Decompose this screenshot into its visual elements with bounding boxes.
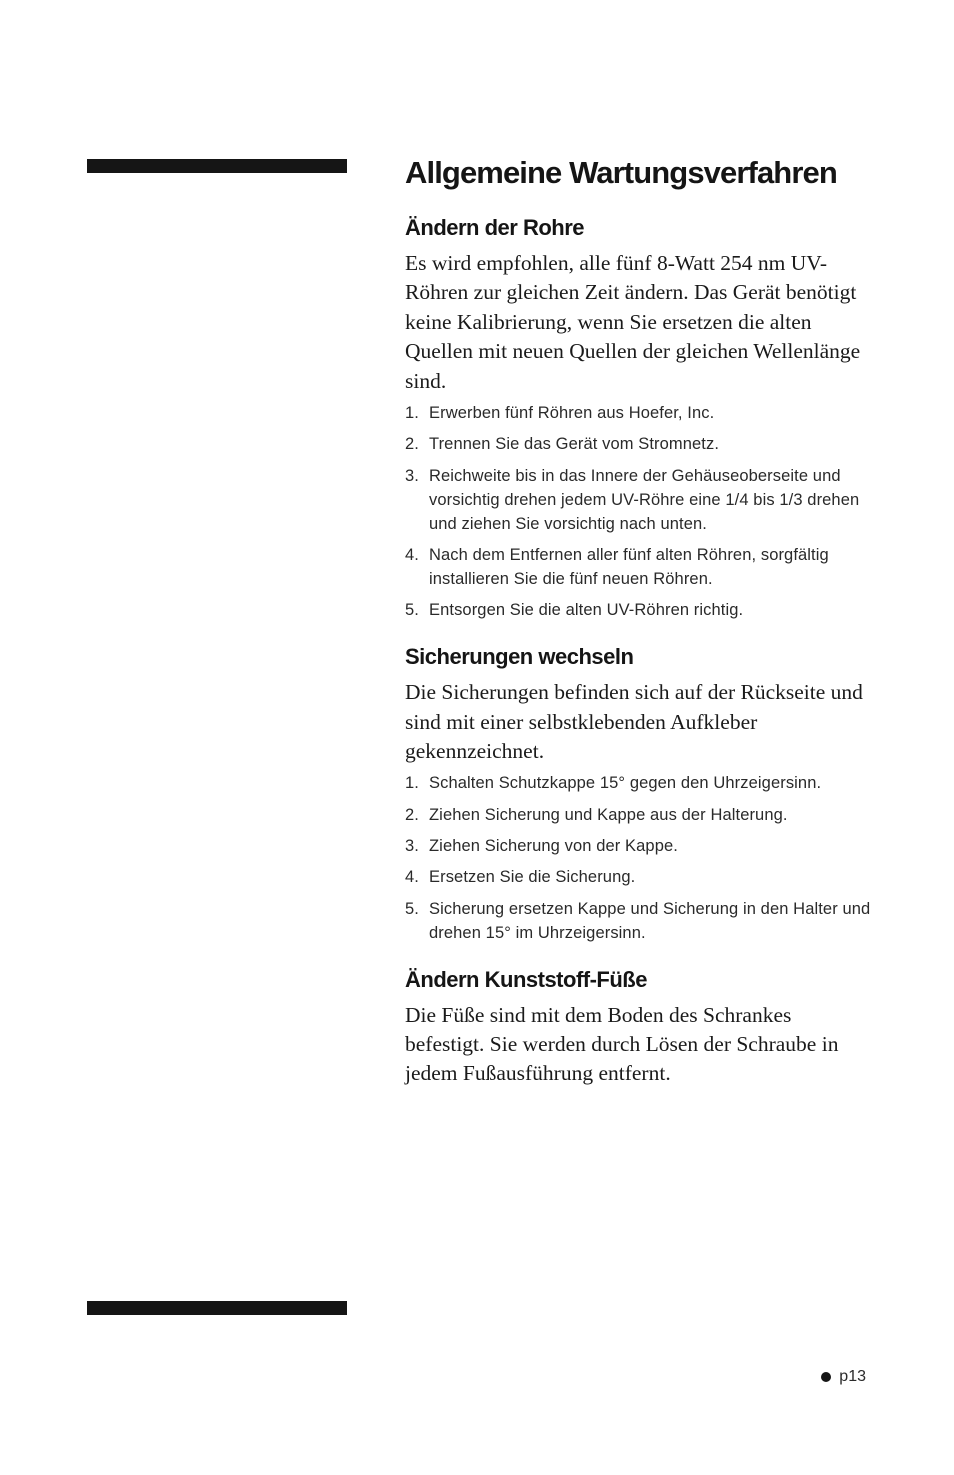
list-item xyxy=(405,834,875,858)
step-number: 5. xyxy=(405,899,419,918)
section-tube-replacement xyxy=(405,213,875,622)
bottom-decorative-rule xyxy=(87,1301,347,1315)
step-text: Reichweite bis in das Innere der Gehäuseoberseite und vorsichtig drehen jedem UV-Röhre eine 1/4 bis 1/3 drehen und ziehen Sie vorsichtig nach unten. xyxy=(429,466,860,533)
section-body: Es wird empfohlen, alle fünf 8-Watt 254 nm UV-Röhren zur gleichen Zeit ändern. Das Gerät benötigt keine Kalibrierung, wenn Sie ersetzen die alten Quellen mit neuen Quellen der gleichen Wellenlänge sind. xyxy=(405,251,861,393)
list-item xyxy=(405,897,875,945)
bullet-icon xyxy=(821,1372,831,1382)
list-item xyxy=(405,771,875,795)
step-number: 2. xyxy=(405,805,419,824)
steps-list xyxy=(405,401,875,622)
section-body: Die Sicherungen befinden sich auf der Rückseite und sind mit einer selbstklebenden Aufkleber gekennzeichnet. xyxy=(405,680,863,764)
list-item xyxy=(405,543,875,591)
list-item xyxy=(405,432,875,456)
step-number: 4. xyxy=(405,545,419,564)
list-item xyxy=(405,803,875,827)
step-text: Trennen Sie das Gerät vom Stromnetz. xyxy=(429,435,720,454)
section-heading: Ändern der Rohre xyxy=(405,215,585,240)
top-decorative-rule xyxy=(87,159,347,173)
main-content xyxy=(405,152,875,1094)
step-number: 1. xyxy=(405,404,419,423)
step-number: 2. xyxy=(405,435,419,454)
step-text: Schalten Schutzkappe 15° gegen den Uhrzeigersinn. xyxy=(429,774,822,793)
list-item xyxy=(405,401,875,425)
section-body: Die Füße sind mit dem Boden des Schrankes befestigt. Sie werden durch Lösen der Schraube in jedem Fußausführung entfernt. xyxy=(405,1002,839,1086)
step-text: Erwerben fünf Röhren aus Hoefer, Inc. xyxy=(429,404,715,423)
step-number: 3. xyxy=(405,837,419,856)
page-number-label: p13 xyxy=(839,1368,866,1385)
step-number: 5. xyxy=(405,601,419,620)
list-item xyxy=(405,598,875,622)
step-number: 4. xyxy=(405,868,419,887)
steps-list xyxy=(405,771,875,944)
section-heading: Sicherungen wechseln xyxy=(405,644,634,670)
step-number: 1. xyxy=(405,774,419,793)
page-title: Allgemeine Wartungsverfahren xyxy=(405,155,837,190)
step-text: Ersetzen Sie die Sicherung. xyxy=(429,868,636,887)
section-fuse-replacement xyxy=(405,642,875,944)
step-text: Sicherung ersetzen Kappe und Sicherung in den Halter und drehen 15° im Uhrzeigersinn. xyxy=(429,899,871,942)
list-item xyxy=(405,865,875,889)
page-number xyxy=(821,1366,866,1388)
step-text: Entsorgen Sie die alten UV-Röhren richtig. xyxy=(429,601,744,620)
step-text: Ziehen Sicherung und Kappe aus der Halterung. xyxy=(429,805,788,824)
section-feet-replacement xyxy=(405,965,875,1089)
section-heading: Ändern Kunststoff-Füße xyxy=(405,966,647,992)
step-text: Ziehen Sicherung von der Kappe. xyxy=(429,837,678,856)
step-text: Nach dem Entfernen aller fünf alten Röhren, sorgfältig installieren Sie die fünf neuen Röhren. xyxy=(429,545,829,588)
list-item xyxy=(405,464,875,536)
step-number: 3. xyxy=(405,466,419,485)
